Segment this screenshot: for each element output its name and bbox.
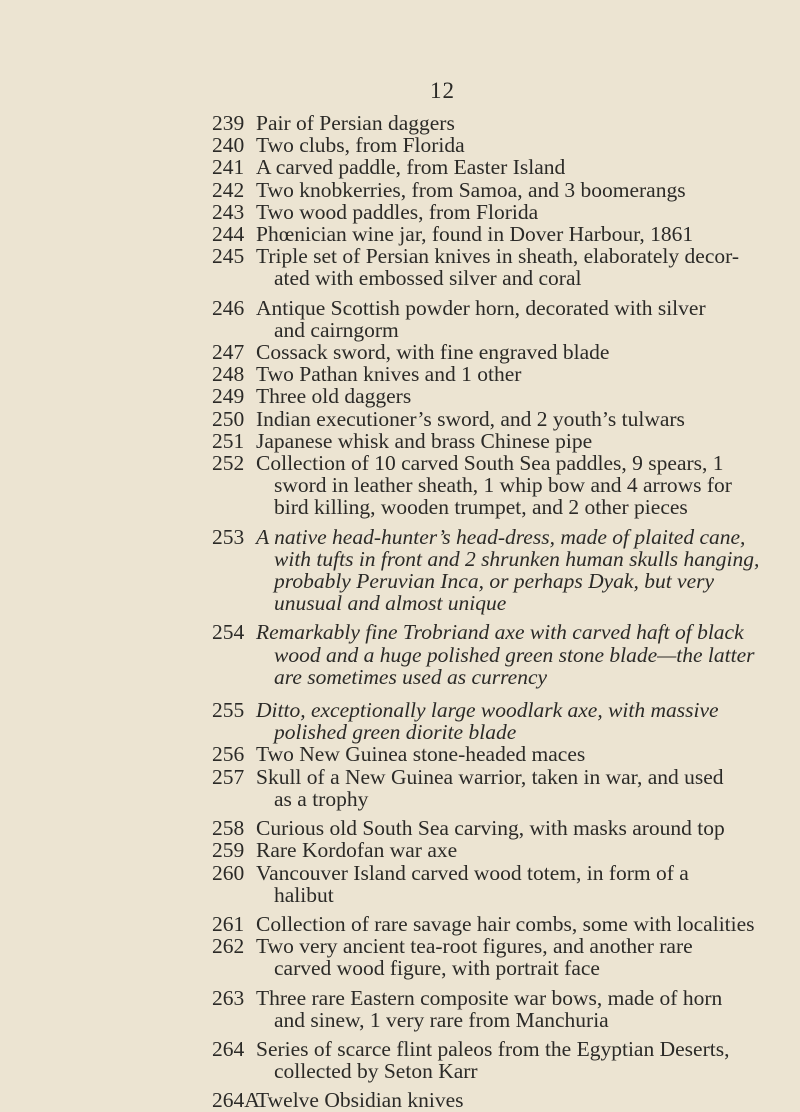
lot-number: 247 [212,340,245,365]
list-item [0,452,800,519]
lot-description: A carved paddle, from Easter Island [256,155,566,180]
lot-description: Two New Guinea stone-headed maces [256,742,586,767]
list-item [0,134,800,156]
list-item [0,1038,800,1082]
lot-description: Pair of Persian daggers [256,111,455,135]
list-item [0,987,800,1031]
list-item [0,245,800,289]
lot-number: 259 [212,838,245,863]
lot-number: 262 [212,934,245,959]
lot-number: 253 [212,524,245,549]
list-item [0,363,800,385]
lot-number: 244 [212,222,245,247]
lot-description: Indian executioner’s sword, and 2 youth’s tulwars [256,406,685,431]
lot-number: 257 [212,764,245,789]
list-item [0,862,800,906]
lot-description: Vancouver Island carved wood totem, in form of a halibut [256,860,689,907]
lot-description: Collection of 10 carved South Sea paddles, 9 spears, 1 sword in leather sheath, 1 whip bow and 4 arrows for bird killing, wooden trumpet, and 2 other pieces [256,451,732,520]
lot-number: 255 [212,698,245,723]
lot-description: Two very ancient tea-root figures, and another rare carved wood figure, with portrait face [256,934,693,981]
lot-description: Phœnician wine jar, found in Dover Harbour, 1861 [256,222,694,247]
lot-number: 248 [212,362,245,387]
lot-number: 252 [212,451,245,476]
lot-number: 254 [212,620,245,645]
list-item [0,766,800,810]
list-item [0,223,800,245]
list-item [0,817,800,839]
lot-number: 245 [212,244,245,269]
lot-description: Three rare Eastern composite war bows, made of horn and sinew, 1 very rare from Manchuria [256,985,723,1032]
lot-description: Antique Scottish powder horn, decorated with silver and cairngorm [256,295,706,342]
list-item [0,385,800,407]
lot-description: Remarkably fine Trobriand axe with carved haft of black wood and a huge polished green stone blade—the latter are sometimes used as currency [256,620,755,689]
lot-description: Two clubs, from Florida [256,133,465,158]
list-item [0,839,800,861]
lot-description: Three old daggers [256,384,412,409]
lot-description: Japanese whisk and brass Chinese pipe [256,428,593,453]
list-item [0,430,800,452]
lot-number: 261 [212,911,245,936]
lot-number: 241 [212,155,245,180]
list-item [0,297,800,341]
lot-number: 263 [212,985,245,1010]
list-item [0,341,800,363]
list-item [0,699,800,743]
page-number: 12 [430,78,455,103]
lot-description: Collection of rare savage hair combs, some with localities [256,911,755,936]
lot-description: Two wood paddles, from Florida [256,199,539,224]
lot-description: Two knobkerries, from Samoa, and 3 boomerangs [256,177,686,202]
lot-description: Two Pathan knives and 1 other [256,362,522,387]
lot-number: 250 [212,406,245,431]
list-item [0,743,800,765]
list-item [0,201,800,223]
catalog-list [0,112,800,1112]
list-item [0,1089,800,1111]
list-item [0,913,800,935]
list-item [0,156,800,178]
lot-number: 264 [212,1036,245,1061]
lot-number: 264A [212,1088,260,1112]
list-item [0,112,800,134]
lot-description: Skull of a New Guinea warrior, taken in war, and used as a trophy [256,764,724,811]
lot-number: 260 [212,860,245,885]
list-item [0,408,800,430]
lot-description: Curious old South Sea carving, with masks around top [256,816,725,841]
lot-number: 243 [212,199,245,224]
lot-description: Series of scarce flint paleos from the Egyptian Deserts, collected by Seton Karr [256,1036,730,1084]
lot-number: 242 [212,177,245,202]
lot-description: Cossack sword, with fine engraved blade [256,340,610,365]
list-item [0,935,800,979]
lot-number: 249 [212,384,245,409]
lot-number: 239 [212,111,245,135]
lot-number: 258 [212,816,245,841]
lot-number: 240 [212,133,245,158]
lot-number: 251 [212,428,245,453]
list-item [0,621,800,688]
lot-description: Twelve Obsidian knives [256,1088,464,1112]
lot-description: Ditto, exceptionally large woodlark axe, with massive polished green diorite blade [256,698,719,745]
lot-number: 246 [212,295,245,320]
lot-description: Rare Kordofan war axe [256,838,458,863]
lot-description: A native head-hunter’s head-dress, made of plaited cane, with tufts in front and 2 shrunken human skulls hanging, probably Peruvian Inca, or perhaps Dyak, but very unusual and almost unique [256,524,760,616]
lot-number: 256 [212,742,245,767]
list-item [0,179,800,201]
lot-description: Triple set of Persian knives in sheath, elaborately decor- ated with embossed silver and coral [256,244,739,291]
list-item [0,526,800,615]
